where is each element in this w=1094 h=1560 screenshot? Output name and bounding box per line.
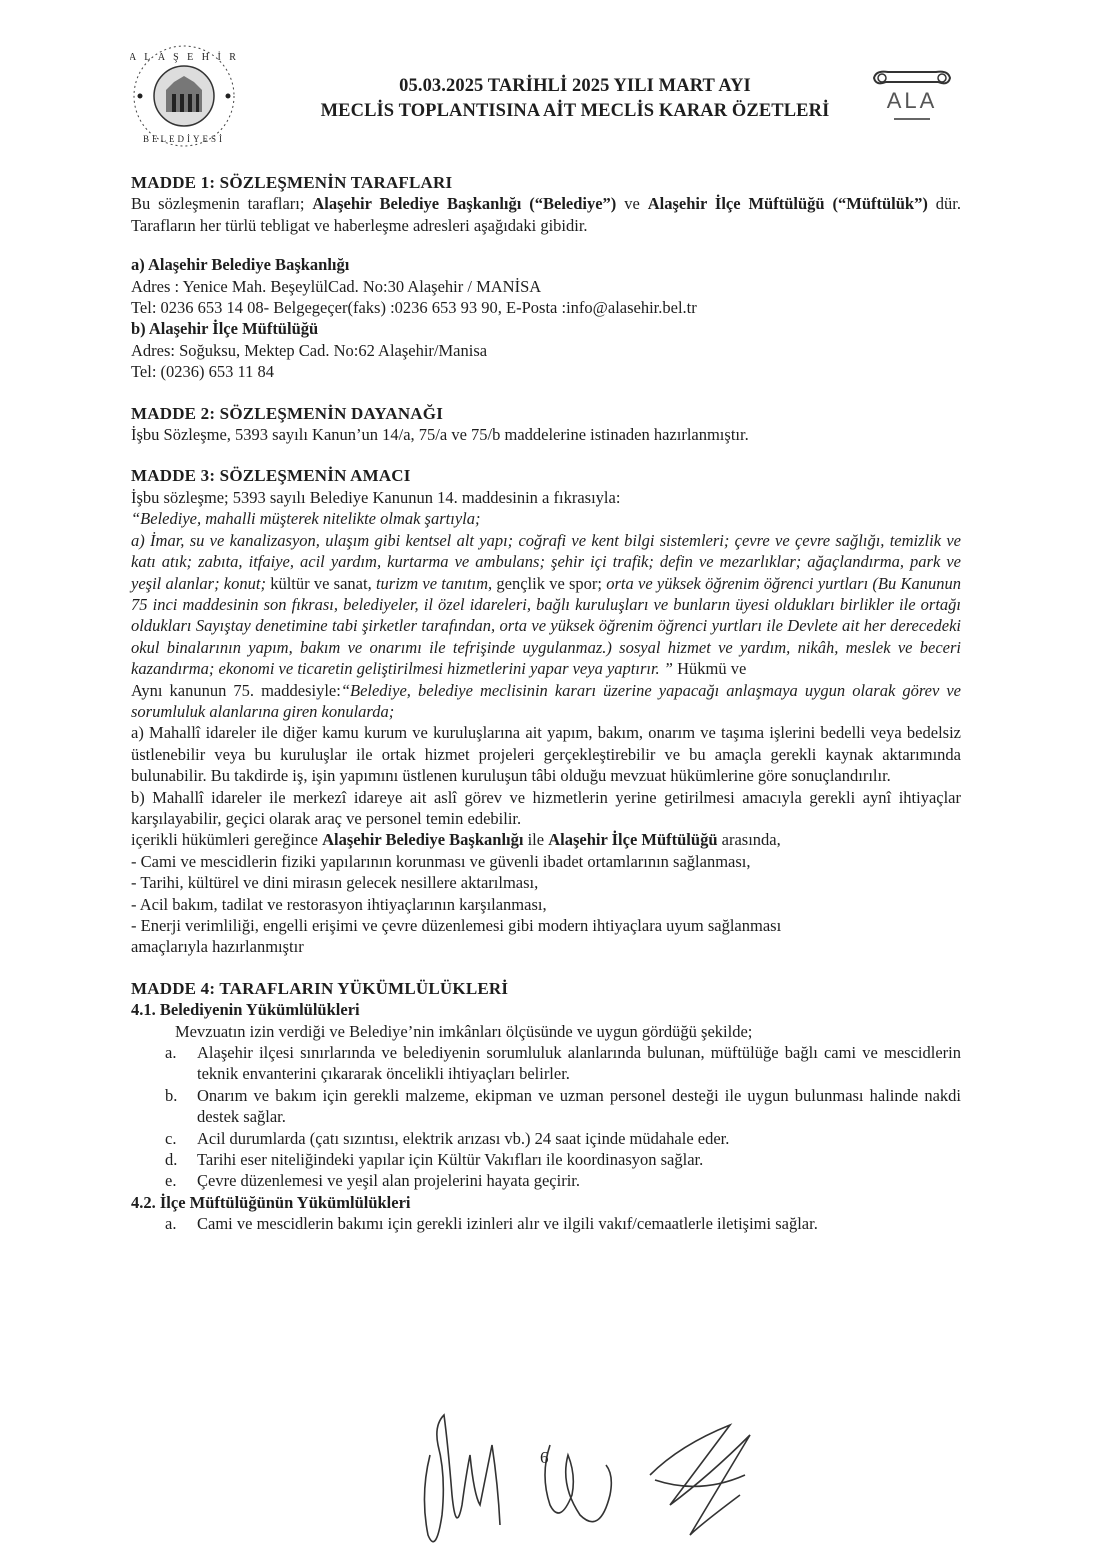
madde-1-title: MADDE 1: SÖZLEŞMENİN TARAFLARI bbox=[131, 173, 453, 192]
purpose-bullet: - Enerji verimliliği, engelli erişimi ve çevre düzenlemesi gibi modern ihtiyaçlara uyum sağlanması bbox=[131, 916, 782, 935]
svg-text:A L A Ş E H İ R: A L A Ş E H İ R bbox=[130, 52, 238, 63]
section-4-2-title: 4.2. İlçe Müftülüğünün Yükümlülükleri bbox=[131, 1192, 411, 1212]
svg-text:BELEDİYESİ: BELEDİYESİ bbox=[143, 134, 225, 144]
madde-3-quote-1: “Belediye, mahalli müşterek nitelikte olmak şartıyla; bbox=[131, 509, 481, 529]
party-b-phone: Tel: (0236) 653 11 84 bbox=[131, 362, 275, 382]
svg-text:ALA: ALA bbox=[886, 88, 938, 113]
list-item: e. Çevre düzenlemesi ve yeşil alan projelerini hayata geçirir. bbox=[165, 1171, 581, 1191]
purpose-bullet: - Tarihi, kültürel ve dini mirasın gelecek nesillere aktarılması, bbox=[131, 873, 539, 893]
section-4-1-title: 4.1. Belediyenin Yükümlülükleri bbox=[131, 1000, 360, 1020]
list-item: a. Cami ve mescidlerin bakımı için gerekli izinleri alır ve ilgili vakıf/cemaatlerle iletişimi sağlar. bbox=[165, 1214, 818, 1234]
madde-3-title: MADDE 3: SÖZLEŞMENİN AMACI bbox=[131, 466, 411, 486]
madde-2-title: MADDE 2: SÖZLEŞMENİN DAYANAĞI bbox=[131, 403, 444, 423]
madde-3-para-b: b) Mahallî idareler ile merkezî idareye ait aslî görev ve hizmetlerin yerine getirilmesi amacıyla gerekli aynî ihtiyaçlar karşılayabilir, geçici olarak araç ve personel temin edebilir. bbox=[131, 787, 961, 828]
madde-4-title: MADDE 4: TARAFLARIN YÜKÜMLÜLÜKLERİ bbox=[131, 978, 509, 998]
header-line-2: MECLİS TOPLANTISINA AİT MECLİS KARAR ÖZETLERİ bbox=[320, 101, 830, 121]
madde-3-para-c: içerikli hükümleri gereğince Alaşehir Belediye Başkanlığı ile Alaşehir İlçe Müftülüğü arasında, bbox=[131, 830, 781, 850]
party-b-address: Adres: Soğuksu, Mektep Cad. No:62 Alaşehir/Manisa bbox=[131, 340, 488, 360]
party-a-address: Adres : Yenice Mah. BeşeylülCad. No:30 Alaşehir / MANİSA bbox=[131, 276, 542, 296]
madde-3-para-a: a) Mahallî idareler ile diğer kamu kurum ve kuruluşlarına ait yapım, bakım, onarım ve taşıma işlerini bedelli veya bedelsiz üstlenebilir veya bu kuruluşlar ile ortak hizmet projeleri gerçekleştirebilir ve bu amaçla gerekli kaynak aktarımında bulunabilir. Bu takdirde iş, işin yapımını üstlenen kuruluşun tâbi olduğu mevzuat hükümlerine göre sonuçlandırılır. bbox=[131, 723, 961, 786]
madde-1-text: Bu sözleşmenin tarafları; Alaşehir Belediye Başkanlığı (“Belediye”) ve Alaşehir İlçe Müftülüğü (“Müftülük”) dür. Tarafların her türlü tebligat ve haberleşme adresleri aşağıdaki gibidir. bbox=[131, 194, 961, 235]
purpose-bullet: - Cami ve mescidlerin fiziki yapılarının korunması ve güvenli ibadet ortamlarının sağlanması, bbox=[131, 851, 751, 871]
madde-2-text: İşbu Sözleşme, 5393 sayılı Kanun’un 14/a, 75/a ve 75/b maddelerine istinaden hazırlanmıştır. bbox=[131, 425, 749, 445]
header-line-1: 05.03.2025 TARİHLİ 2025 YILI MART AYI bbox=[399, 76, 751, 96]
madde-3-article-75: Aynı kanunun 75. maddesiyle:“Belediye, belediye meclisinin kararı üzerine yapacağı anlaşmaya uygun olarak görev ve sorumluluk alanlarına giren konularda; bbox=[131, 680, 961, 721]
madde-3-intro: İşbu sözleşme; 5393 sayılı Belediye Kanunun 14. maddesinin a fıkrasıyla: bbox=[131, 487, 621, 507]
list-item: b. Onarım ve bakım için gerekli malzeme, ekipman ve uzman personel desteği ile uygun bulunması halinde nakdi destek sağlar. bbox=[165, 1085, 961, 1127]
madde-3-closing: amaçlarıyla hazırlanmıştır bbox=[131, 937, 304, 957]
page-number: 6 bbox=[540, 1448, 549, 1467]
list-item: c. Acil durumlarda (çatı sızıntısı, elektrik arızası vb.) 24 saat içinde müdahale eder. bbox=[165, 1128, 730, 1148]
section-4-1-intro: Mevzuatın izin verdiği ve Belediye’nin imkânları ölçüsünde ve uygun gördüğü şekilde; bbox=[175, 1021, 753, 1041]
list-item: a. Alaşehir ilçesi sınırlarında ve belediyenin sorumluluk alanlarında bulunan, müftülüğe bağlı cami ve mescidlerin teknik envanterini çıkararak öncelikli ihtiyaçları belirler. bbox=[165, 1043, 961, 1084]
document-body bbox=[131, 172, 961, 1235]
purpose-bullet: - Acil bakım, tadilat ve restorasyon ihtiyaçlarının karşılanması, bbox=[131, 894, 547, 914]
party-a-contact: Tel: 0236 653 14 08- Belgegeçer(faks) :0236 653 93 90, E-Posta :info@alasehir.bel.tr bbox=[131, 298, 697, 318]
municipality-seal bbox=[130, 42, 238, 150]
list-item: d. Tarihi eser niteliğindeki yapılar için Kültür Vakıfları ile koordinasyon sağlar. bbox=[165, 1150, 704, 1170]
ala-logo bbox=[866, 66, 956, 126]
madde-3-quote-2: a) İmar, su ve kanalizasyon, ulaşım gibi kentsel alt yapı; coğrafi ve kent bilgi sistemleri; çevre ve çevre sağlığı, temizlik ve katı atık; zabıta, itfaiye, acil yardım, kurtarma ve ambulans; şehir içi trafik; defin ve mezarlıklar; ağaçlandırma, park ve yeşil alanlar; konut; kültür ve sanat, turizm ve tanıtım, gençlik ve spor; orta ve yüksek öğrenim öğrenci yurtları (Bu Kanunun 75 inci maddesinin son fıkrası, belediyeler, il özel idareleri, bağlı kuruluşları ve bunların üyesi oldukları birlikler ile ortağı oldukları Sayıştay denetimine tabi şirketler tarafından, orta ve yüksek öğrenim öğrenci yurtları ile Devlete ait her derecedeki okul binalarının yapım, bakım ve onarımı ile tefrişinde uygulanmaz.) sosyal hizmet ve yardım, nikâh, meslek ve beceri kazandırma; ekonomi ve ticaretin geliştirilmesi hizmetlerini yapar veya yaptırır. ” Hükmü ve bbox=[131, 530, 961, 679]
party-a-title: a) Alaşehir Belediye Başkanlığı bbox=[131, 255, 350, 275]
party-b-title: b) Alaşehir İlçe Müftülüğü bbox=[131, 319, 319, 339]
signatures bbox=[400, 1385, 800, 1555]
